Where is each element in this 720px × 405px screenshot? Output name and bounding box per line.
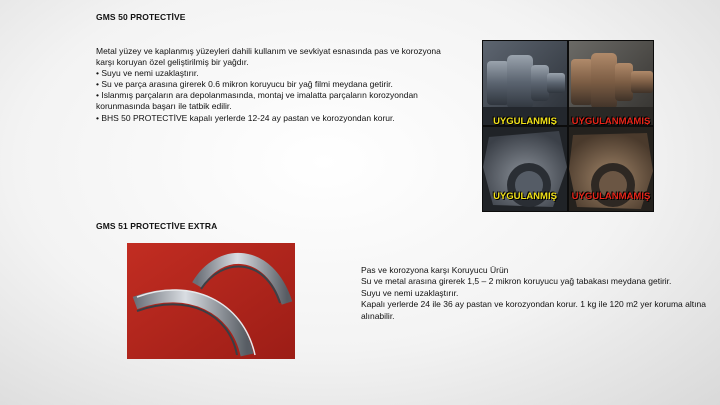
section1-body xyxy=(96,46,456,124)
section2-title: GMS 51 PROTECTİVE EXTRA xyxy=(96,221,218,231)
label-not-applied: UYGULANMAMIŞ xyxy=(571,116,651,125)
ring-segments-photo xyxy=(127,243,295,359)
section1-line: Metal yüzey ve kaplanmış yüzeyleri dahili kullanım ve sevkiyat esnasında pas ve korozyona xyxy=(96,46,441,56)
photo-applied-shaft xyxy=(483,41,567,125)
section2-line: Suyu ve nemi uzaklaştırır. xyxy=(361,287,459,298)
section1-line: karşı koruyan özel geliştirilmiş bir yağdır. xyxy=(96,57,249,68)
section1-bullet: • BHS 50 PROTECTİVE kapalı yerlerde 12-24 ay pastan ve korozyondan korur. xyxy=(96,112,395,123)
section2-line: Pas ve korozyona karşı Koruyucu Ürün xyxy=(361,265,509,275)
section1-bullet: • Su ve parça arasına girerek 0.6 mikron koruyucu bir yağ filmi meydana getirir. xyxy=(96,79,393,90)
comparison-photo-grid xyxy=(482,40,654,212)
photo-not-applied-shaft xyxy=(569,41,653,125)
section1-bullet: • Suyu ve nemi uzaklaştırır. xyxy=(96,68,199,79)
label-applied-2: UYGULANMIŞ xyxy=(493,191,557,202)
section1-title: GMS 50 PROTECTİVE xyxy=(96,12,186,22)
section1-bullet: • Islanmış parçaların ara depolanmasında, montaj ve imalatta parçaların korozyondan xyxy=(96,90,418,101)
photo-not-applied-plate xyxy=(569,127,653,211)
label-applied: UYGULANMIŞ xyxy=(493,116,557,125)
label-not-applied-2: UYGULANMAMIŞ xyxy=(571,191,651,202)
section2-line: Kapalı yerlerde 24 ile 36 ay pastan ve korozyondan korur. 1 kg ile 120 m2 yer koruma altına alınabilir. xyxy=(361,299,706,321)
section2-line: Su ve metal arasına girerek 1,5 – 2 mikron koruyucu yağ tabakası meydana getirir. xyxy=(361,276,672,287)
section1-line: korunmasında başarı ile tatbik edilir. xyxy=(96,101,232,112)
photo-applied-plate xyxy=(483,127,567,211)
section2-body xyxy=(361,265,716,322)
